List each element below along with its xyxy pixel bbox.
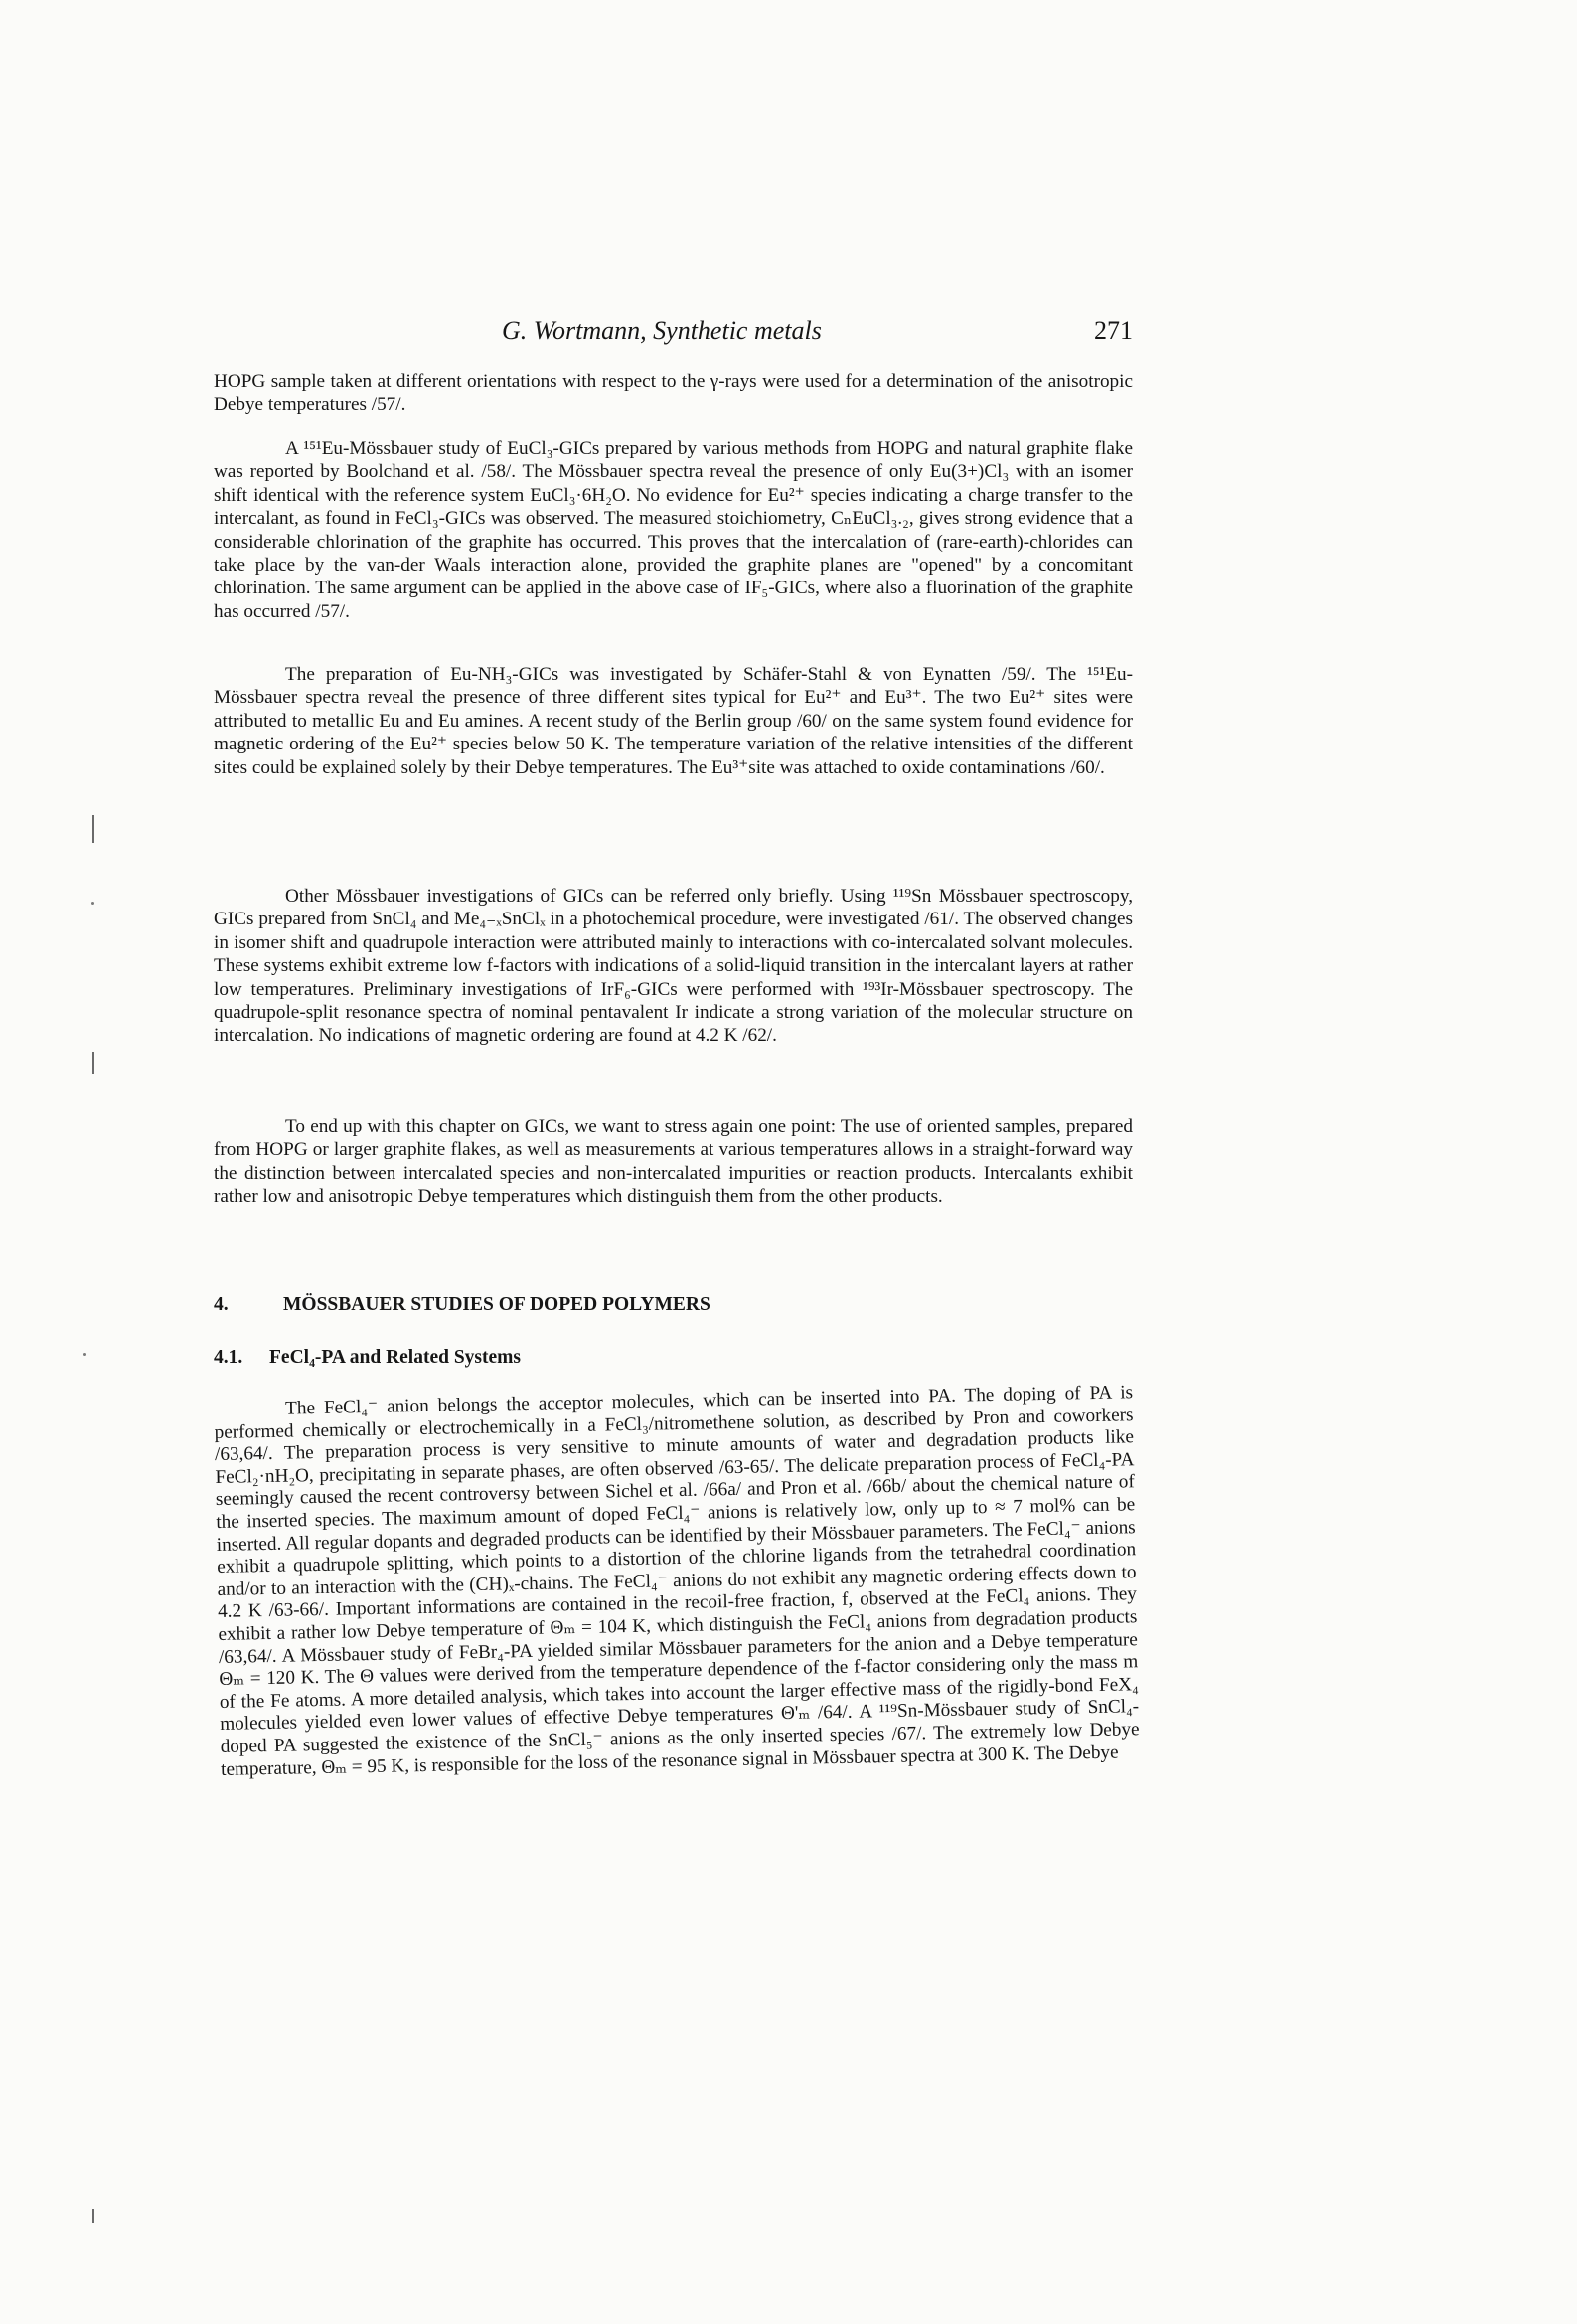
margin-mark xyxy=(92,2209,94,2223)
paragraph-5: To end up with this chapter on GICs, we want to stress again one point: The use of oriented samples, prepared from HOPG or larger graphite flakes, as well as measurements at various temperatures allows in a straight-forward way the distinction between intercalated species and non-intercalated impurities or reaction products. Intercalants exhibit rather low and anisotropic Debye temperatures which distinguish them from the other products. xyxy=(214,1116,1133,1208)
margin-mark xyxy=(92,1052,94,1074)
margin-dot xyxy=(83,1353,86,1356)
subsection-number: 4.1. xyxy=(214,1347,243,1368)
page-header xyxy=(214,316,1133,356)
section-heading xyxy=(214,1294,1133,1316)
paragraph-1: HOPG sample taken at different orientations with respect to the γ-rays were used for a determination of the anisotropic Debye temperatures /57/. xyxy=(214,371,1133,415)
running-head: G. Wortmann, Synthetic metals xyxy=(502,316,822,345)
section-number: 4. xyxy=(214,1294,229,1315)
subsection-heading xyxy=(214,1347,1133,1369)
section-paragraph: The FeCl₄⁻ anion belongs the acceptor molecules, which can be inserted into PA. The doping of PA is performed chemically or electrochemically in a FeCl₃/nitromethene solution, as described by Pron and coworkers /63,64/. The preparation process is very sensitive to minute amounts of water and degradation products like FeCl₂·nH₂O, precipitating in separate phases, are often observed /63-65/. The delicate preparation process of FeCl₄-PA seemingly caused the recent controversy between Sichel et al. /66a/ and Pron et al. /66b/ about the chemical nature of the inserted species. The maximum amount of doped FeCl₄⁻ anions is relatively low, only up to ≈ 7 mol% can be inserted. All regular dopants and degraded products can be identified by their Mössbauer parameters. The FeCl₄⁻ anions exhibit a quadrupole splitting, which points to a distortion of the chlorine ligands from the tetrahedral coordination and/or to an interaction with the (CH)ₓ-chains. The FeCl₄⁻ anions do not exhibit any magnetic ordering effects down to 4.2 K /63-66/. Important informations are contained in the recoil-free fraction, f, observed at the FeCl₄ anions. They exhibit a rather low Debye temperature of Θₘ = 104 K, which distinguish the FeCl₄ anions from degradation products /63,64/. A Mössbauer study of FeBr₄-PA yielded similar Mössbauer parameters for the anion and a Debye temperature Θₘ = 120 K. The Θ values were derived from the temperature dependence of the f-factor considering only the mass m of the Fe atoms. A more detailed analysis, which takes into account the larger effective mass of the rigidly-bond FeX₄ molecules yielded even lower values of effective Debye temperatures Θ'ₘ /64/. A ¹¹⁹Sn-Mössbauer study of SnCl₄-doped PA suggested the existence of the SnCl₅⁻ anions as the only inserted species /67/. The extremely low Debye temperature, Θₘ = 95 K, is responsible for the loss of the resonance signal in Mössbauer spectra at 300 K. The Debye xyxy=(214,1382,1140,1780)
paragraph-3: The preparation of Eu-NH₃-GICs was investigated by Schäfer-Stahl & von Eynatten /59/. The ¹⁵¹Eu-Mössbauer spectra reveal the presence of three different sites typical for Eu²⁺ and Eu³⁺. The two Eu²⁺ sites were attributed to metallic Eu and Eu amines. A recent study of the Berlin group /60/ on the same system found evidence for magnetic ordering of the Eu²⁺ species below 50 K. The temperature variation of the relative intensities of the different sites could be explained solely by their Debye temperatures. The Eu³⁺site was attached to oxide contaminations /60/. xyxy=(214,664,1133,778)
margin-dot xyxy=(91,902,94,905)
section-title: MÖSSBAUER STUDIES OF DOPED POLYMERS xyxy=(283,1294,710,1315)
page-number: 271 xyxy=(1094,316,1133,345)
margin-mark xyxy=(92,815,94,843)
subsection-title: FeCl₄-PA and Related Systems xyxy=(269,1347,522,1368)
paragraph-2: A ¹⁵¹Eu-Mössbauer study of EuCl₃-GICs prepared by various methods from HOPG and natural graphite flake was reported by Boolchand et al. /58/. The Mössbauer spectra reveal the presence of only Eu(3+)Cl₃ with an isomer shift identical with the reference system EuCl₃·6H₂O. No evidence for Eu²⁺ species indicating a charge transfer to the intercalant, as found in FeCl₃-GICs was observed. The measured stoichiometry, CₙEuCl₃.₂, gives strong evidence that a considerable chlorination of the graphite has occurred. This proves that the intercalation of (rare-earth)-chlorides can take place by the van-der Waals interaction alone, provided the graphite planes are "opened" by a concomitant chlorination. The same argument can be applied in the above case of IF₅-GICs, where also a fluorination of the graphite has occurred /57/. xyxy=(214,438,1133,622)
paragraph-4: Other Mössbauer investigations of GICs can be referred only briefly. Using ¹¹⁹Sn Mössbauer spectroscopy, GICs prepared from SnCl₄ and Me₄₋ₓSnClₓ in a photochemical procedure, were investigated /61/. The observed changes in isomer shift and quadrupole interaction were attributed mainly to interactions with co-intercalated solvant molecules. These systems exhibit extreme low f-factors with indications of a solid-liquid transition in the intercalant layers at rather low temperatures. Preliminary investigations of IrF₆-GICs were performed with ¹⁹³Ir-Mössbauer spectroscopy. The quadrupole-split resonance spectra of nominal pentavalent Ir indicate a strong variation of the molecular structure on intercalation. No indications of magnetic ordering are found at 4.2 K /62/. xyxy=(214,886,1133,1047)
